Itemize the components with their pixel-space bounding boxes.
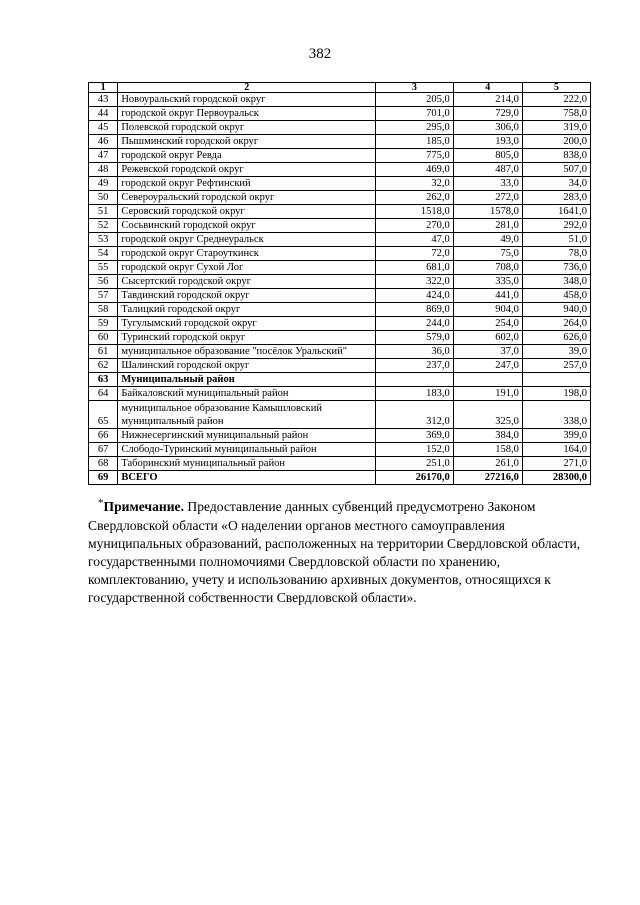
subventions-table	[88, 82, 591, 485]
row-value-col3: 369,0	[376, 429, 454, 443]
row-value-col3: 322,0	[376, 275, 454, 289]
row-name: Тугулымский городской округ	[118, 317, 376, 331]
row-number: 51	[89, 205, 118, 219]
header-col-5: 5	[522, 83, 590, 93]
row-name: Слободо-Туринский муниципальный район	[118, 443, 376, 457]
row-value-col5: 28300,0	[522, 471, 590, 485]
table-row	[89, 121, 591, 135]
row-name: городской округ Ревда	[118, 149, 376, 163]
row-name: Шалинский городской округ	[118, 359, 376, 373]
row-name: городской округ Первоуральск	[118, 107, 376, 121]
row-value-col5: 338,0	[522, 401, 590, 429]
row-number: 57	[89, 289, 118, 303]
row-number: 62	[89, 359, 118, 373]
row-value-col3: 183,0	[376, 387, 454, 401]
row-value-col4: 37,0	[453, 345, 522, 359]
row-value-col3: 701,0	[376, 107, 454, 121]
row-value-col5: 200,0	[522, 135, 590, 149]
row-value-col5: 507,0	[522, 163, 590, 177]
row-name: Байкаловский муниципальный район	[118, 387, 376, 401]
table-row	[89, 233, 591, 247]
row-value-col3: 47,0	[376, 233, 454, 247]
row-value-col3: 251,0	[376, 457, 454, 471]
row-value-col3: 469,0	[376, 163, 454, 177]
row-value-col4: 325,0	[453, 401, 522, 429]
row-value-col4: 281,0	[453, 219, 522, 233]
row-number: 55	[89, 261, 118, 275]
table-row	[89, 261, 591, 275]
row-number: 65	[89, 401, 118, 429]
row-value-col4: 33,0	[453, 177, 522, 191]
row-value-col3: 185,0	[376, 135, 454, 149]
row-value-col3: 295,0	[376, 121, 454, 135]
row-name: Полевской городской округ	[118, 121, 376, 135]
footnote-text: Предоставление данных субвенций предусмотрено Законом Свердловской области «О наделении органов местного самоуправления муниципальных образований, расположенных на территории Свердловской области, государственными полномочиями Свердловской области по хранению, комплектованию, учету и использованию архивных документов, относящихся к государственной собственности Свердловской области».	[88, 499, 581, 605]
table-row	[89, 457, 591, 471]
row-value-col3: 26170,0	[376, 471, 454, 485]
table-row	[89, 359, 591, 373]
table-row	[89, 177, 591, 191]
row-number: 64	[89, 387, 118, 401]
row-value-col4: 49,0	[453, 233, 522, 247]
row-value-col3: 579,0	[376, 331, 454, 345]
table-row	[89, 275, 591, 289]
page-number: 382	[308, 46, 332, 62]
row-number: 47	[89, 149, 118, 163]
row-number: 68	[89, 457, 118, 471]
row-number: 45	[89, 121, 118, 135]
row-name: Серовский городской округ	[118, 205, 376, 219]
row-value-col3: 72,0	[376, 247, 454, 261]
row-value-col5: 34,0	[522, 177, 590, 191]
row-name: городской округ Староуткинск	[118, 247, 376, 261]
table-row	[89, 429, 591, 443]
table-header-row	[89, 83, 591, 93]
row-value-col4: 214,0	[453, 93, 522, 107]
row-value-col5: 1641,0	[522, 205, 590, 219]
row-value-col3: 270,0	[376, 219, 454, 233]
row-value-col5: 736,0	[522, 261, 590, 275]
row-name: Пышминский городской округ	[118, 135, 376, 149]
table-row	[89, 191, 591, 205]
table-row	[89, 345, 591, 359]
table-row	[89, 219, 591, 233]
row-number: 44	[89, 107, 118, 121]
table-row	[89, 401, 591, 429]
table-row	[89, 303, 591, 317]
row-value-col3: 681,0	[376, 261, 454, 275]
row-value-col4: 335,0	[453, 275, 522, 289]
row-name: Туринский городской округ	[118, 331, 376, 345]
row-name: Режевской городской округ	[118, 163, 376, 177]
row-value-col4: 27216,0	[453, 471, 522, 485]
row-value-col4: 193,0	[453, 135, 522, 149]
table-row	[89, 443, 591, 457]
row-number: 54	[89, 247, 118, 261]
row-number: 43	[89, 93, 118, 107]
row-value-col3: 869,0	[376, 303, 454, 317]
row-value-col4: 384,0	[453, 429, 522, 443]
row-value-col4: 708,0	[453, 261, 522, 275]
table-row	[89, 247, 591, 261]
row-name: Сосьвинский городской округ	[118, 219, 376, 233]
row-value-col3: 262,0	[376, 191, 454, 205]
table-body	[89, 93, 591, 485]
table-row	[89, 289, 591, 303]
row-value-col5: 940,0	[522, 303, 590, 317]
row-name: Сысертский городской округ	[118, 275, 376, 289]
row-value-col4: 191,0	[453, 387, 522, 401]
row-value-col3	[376, 373, 454, 387]
row-number: 50	[89, 191, 118, 205]
footnote-marker: *	[98, 497, 104, 509]
row-name: Североуральский городской округ	[118, 191, 376, 205]
row-value-col3: 1518,0	[376, 205, 454, 219]
row-value-col4: 254,0	[453, 317, 522, 331]
row-value-col5: 458,0	[522, 289, 590, 303]
table-row	[89, 93, 591, 107]
row-name: Нижнесергинский муниципальный район	[118, 429, 376, 443]
row-value-col5: 348,0	[522, 275, 590, 289]
row-value-col5	[522, 373, 590, 387]
row-name: городской округ Рефтинский	[118, 177, 376, 191]
row-value-col4: 602,0	[453, 331, 522, 345]
row-value-col3: 244,0	[376, 317, 454, 331]
row-value-col5: 264,0	[522, 317, 590, 331]
table-row	[89, 387, 591, 401]
row-value-col4: 158,0	[453, 443, 522, 457]
row-value-col4: 805,0	[453, 149, 522, 163]
row-value-col5: 78,0	[522, 247, 590, 261]
row-name: Новоуральский городской округ	[118, 93, 376, 107]
row-value-col3: 32,0	[376, 177, 454, 191]
row-number: 53	[89, 233, 118, 247]
header-col-3: 3	[376, 83, 454, 93]
row-number: 60	[89, 331, 118, 345]
row-value-col5: 399,0	[522, 429, 590, 443]
footnote-label: Примечание.	[103, 499, 184, 514]
row-value-col4: 729,0	[453, 107, 522, 121]
row-value-col5: 51,0	[522, 233, 590, 247]
table-row	[89, 163, 591, 177]
row-value-col5: 222,0	[522, 93, 590, 107]
row-name: городской округ Среднеуральск	[118, 233, 376, 247]
row-value-col5: 292,0	[522, 219, 590, 233]
row-number: 67	[89, 443, 118, 457]
row-value-col5: 164,0	[522, 443, 590, 457]
row-value-col4	[453, 373, 522, 387]
row-value-col4: 247,0	[453, 359, 522, 373]
row-value-col4: 441,0	[453, 289, 522, 303]
header-col-2: 2	[118, 83, 376, 93]
row-value-col5: 283,0	[522, 191, 590, 205]
row-value-col5: 39,0	[522, 345, 590, 359]
row-number: 46	[89, 135, 118, 149]
row-number: 56	[89, 275, 118, 289]
row-name: Муниципальный район	[118, 373, 376, 387]
row-number: 52	[89, 219, 118, 233]
row-number: 66	[89, 429, 118, 443]
row-value-col4: 487,0	[453, 163, 522, 177]
row-value-col4: 75,0	[453, 247, 522, 261]
row-value-col5: 271,0	[522, 457, 590, 471]
row-number: 59	[89, 317, 118, 331]
row-value-col3: 36,0	[376, 345, 454, 359]
row-number: 49	[89, 177, 118, 191]
row-value-col4: 904,0	[453, 303, 522, 317]
row-value-col5: 257,0	[522, 359, 590, 373]
table-row	[89, 205, 591, 219]
row-name: Тавдинский городской округ	[118, 289, 376, 303]
row-number: 58	[89, 303, 118, 317]
row-value-col3: 312,0	[376, 401, 454, 429]
row-number: 69	[89, 471, 118, 485]
table-row	[89, 317, 591, 331]
row-value-col5: 838,0	[522, 149, 590, 163]
row-value-col4: 261,0	[453, 457, 522, 471]
table-row	[89, 471, 591, 485]
row-name: ВСЕГО	[118, 471, 376, 485]
row-number: 61	[89, 345, 118, 359]
row-name: городской округ Сухой Лог	[118, 261, 376, 275]
row-value-col5: 319,0	[522, 121, 590, 135]
header-col-4: 4	[453, 83, 522, 93]
row-number: 63	[89, 373, 118, 387]
row-value-col5: 198,0	[522, 387, 590, 401]
row-value-col5: 758,0	[522, 107, 590, 121]
row-value-col3: 424,0	[376, 289, 454, 303]
table-row	[89, 331, 591, 345]
row-value-col4: 272,0	[453, 191, 522, 205]
header-col-1: 1	[89, 83, 118, 93]
row-name: муниципальное образование Камышловский муниципальный район	[118, 401, 376, 429]
row-value-col3: 152,0	[376, 443, 454, 457]
row-value-col3: 205,0	[376, 93, 454, 107]
table-row	[89, 149, 591, 163]
row-value-col4: 1578,0	[453, 205, 522, 219]
row-name: Талицкий городской округ	[118, 303, 376, 317]
row-value-col4: 306,0	[453, 121, 522, 135]
table-row	[89, 135, 591, 149]
row-number: 48	[89, 163, 118, 177]
row-value-col5: 626,0	[522, 331, 590, 345]
row-name: муниципальное образование "посёлок Уральский"	[118, 345, 376, 359]
row-value-col3: 237,0	[376, 359, 454, 373]
table-row	[89, 107, 591, 121]
table-row	[89, 373, 591, 387]
footnote	[88, 498, 591, 607]
row-name: Таборинский муниципальный район	[118, 457, 376, 471]
row-value-col3: 775,0	[376, 149, 454, 163]
